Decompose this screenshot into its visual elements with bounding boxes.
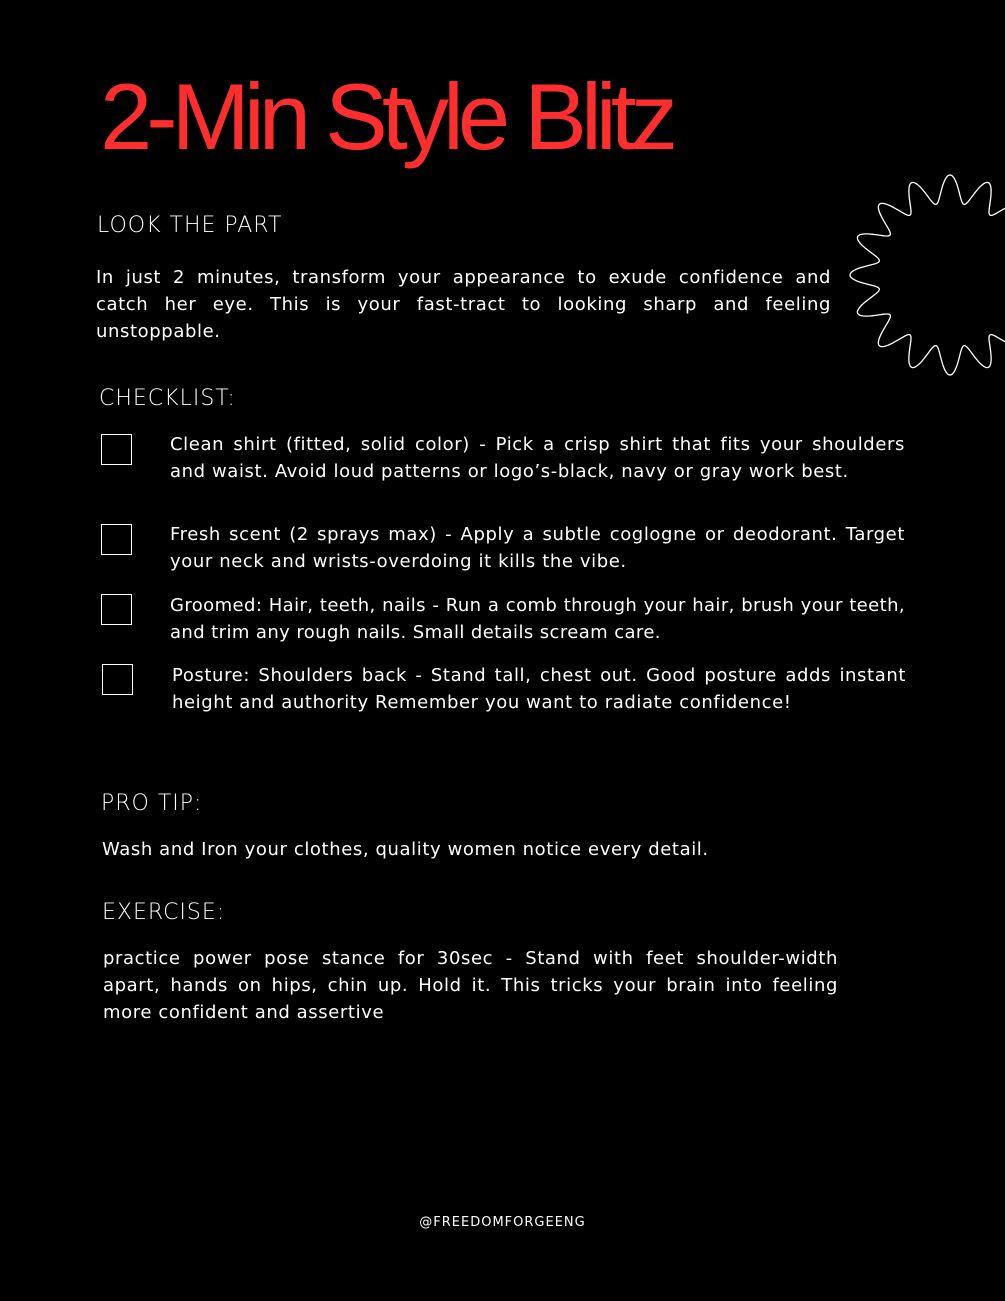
pro-tip-heading: PRO TIP: bbox=[101, 791, 203, 816]
footer-handle: @FREEDOMFORGEENG bbox=[419, 1215, 586, 1230]
page-title: 2-Min Style Blitz bbox=[100, 64, 672, 169]
checklist-item-clean-shirt: Clean shirt (fitted, solid color) - Pick a crisp shirt that fits your shoulders and waist. Avoid loud patterns or logo’s-black, navy or gray work best. bbox=[170, 434, 905, 482]
checklist-checkbox-fresh-scent[interactable] bbox=[101, 524, 132, 555]
checklist-checkbox-posture[interactable] bbox=[102, 664, 133, 695]
checklist-heading: CHECKLIST: bbox=[99, 386, 236, 411]
look-the-part-heading: LOOK THE PART bbox=[97, 213, 283, 238]
starburst-decoration-icon bbox=[845, 170, 1005, 380]
checklist-item-groomed: Groomed: Hair, teeth, nails - Run a comb through your hair, brush your teeth, and trim any rough nails. Small details scream care. bbox=[170, 595, 905, 643]
checklist-checkbox-clean-shirt[interactable] bbox=[101, 434, 132, 465]
checklist-item-fresh-scent: Fresh scent (2 sprays max) - Apply a subtle coglogne or deodorant. Target your neck and wrists-overdoing it kills the vibe. bbox=[170, 524, 905, 572]
exercise-body: practice power pose stance for 30sec - Stand with feet shoulder-width apart, hands on hips, chin up. Hold it. This tricks your brain into feeling more confident and assertive bbox=[103, 948, 838, 1023]
checklist-checkbox-groomed[interactable] bbox=[101, 594, 132, 625]
pro-tip-body: Wash and Iron your clothes, quality women notice every detail. bbox=[102, 839, 709, 860]
look-the-part-body: In just 2 minutes, transform your appearance to exude confidence and catch her eye. This is your fast-tract to looking sharp and feeling unstoppable. bbox=[96, 267, 831, 342]
exercise-heading: EXERCISE: bbox=[102, 900, 226, 925]
checklist-item-posture: Posture: Shoulders back - Stand tall, chest out. Good posture adds instant height and authority Remember you want to radiate confidence! bbox=[172, 665, 906, 713]
